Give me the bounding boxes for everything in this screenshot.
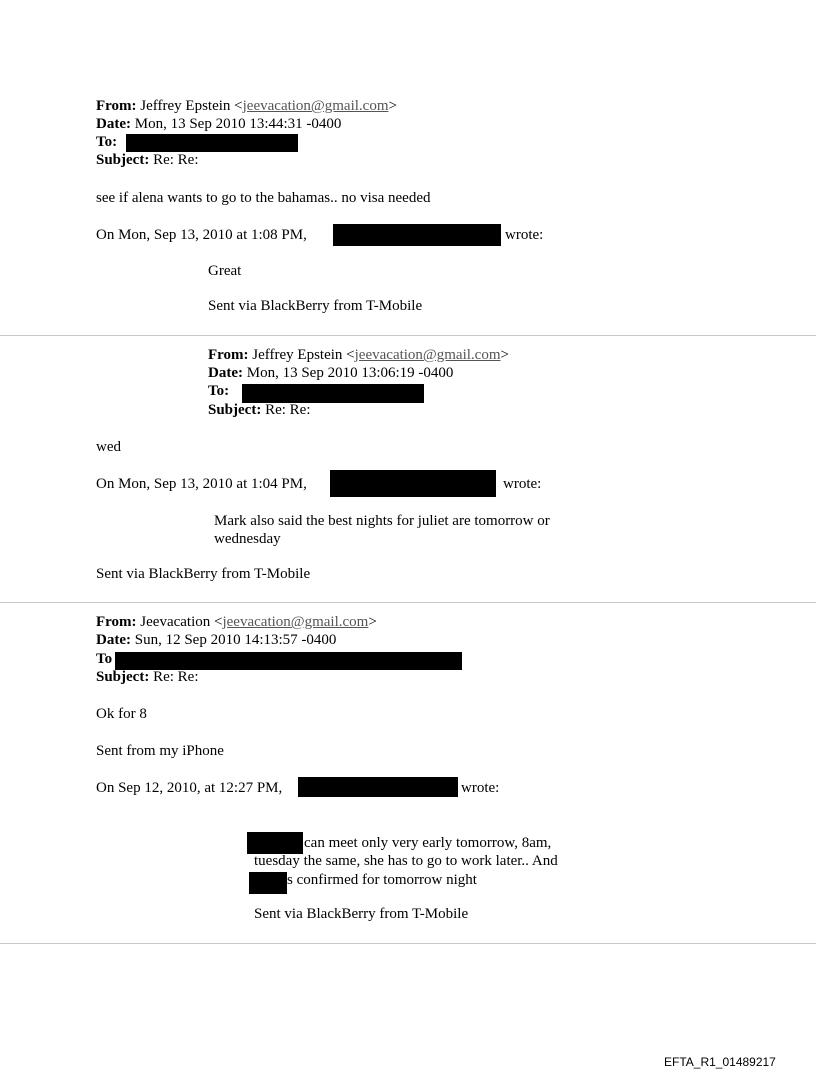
to-label: To: — [96, 134, 118, 150]
redaction-bar — [333, 224, 501, 246]
angle-close: > — [368, 614, 377, 630]
email1-signature: Sent via BlackBerry from T-Mobile — [208, 298, 423, 314]
email1-body: see if alena wants to go to the bahamas.. no visa needed — [96, 190, 431, 206]
email2-date-line — [208, 364, 453, 382]
from-name: Jeffrey Epstein — [252, 347, 343, 363]
email1-quote-body: Great — [208, 263, 242, 279]
email3-quote-signature: Sent via BlackBerry from T-Mobile — [254, 906, 469, 922]
from-email-link[interactable]: jeevacation@gmail.com — [242, 98, 389, 114]
date-value: Sun, 12 Sep 2010 14:13:57 -0400 — [134, 632, 337, 648]
email3-from-line — [96, 613, 377, 631]
date-value: Mon, 13 Sep 2010 13:06:19 -0400 — [246, 365, 454, 381]
subject-value: Re: Re: — [265, 402, 311, 418]
email1-from-line — [96, 97, 397, 115]
email1-to-line — [96, 133, 117, 151]
from-email-link[interactable]: jeevacation@gmail.com — [354, 347, 501, 363]
from-label: From: — [208, 347, 249, 363]
email3-quote-line3: s confirmed for tomorrow night — [287, 872, 477, 888]
subject-label: Subject: — [208, 402, 262, 418]
angle-close: > — [388, 98, 397, 114]
email3-quote-intro: On Sep 12, 2010, at 12:27 PM, — [96, 780, 283, 796]
to-label: To: — [208, 383, 230, 399]
email2-body: wed — [96, 439, 121, 455]
from-label: From: — [96, 98, 137, 114]
email2-from-line — [208, 346, 509, 364]
email2-subject-line — [208, 401, 311, 419]
divider — [0, 602, 816, 603]
email2-quote-line2: wednesday — [214, 531, 281, 547]
email3-quote-line2: tuesday the same, she has to go to work later.. And — [254, 853, 558, 869]
date-value: Mon, 13 Sep 2010 13:44:31 -0400 — [134, 116, 342, 132]
email3-subject-line — [96, 668, 199, 686]
email1-subject-line — [96, 151, 199, 169]
subject-value: Re: Re: — [153, 669, 199, 685]
angle-open: < — [346, 347, 355, 363]
from-name: Jeffrey Epstein — [140, 98, 231, 114]
date-label: Date: — [208, 365, 243, 381]
divider — [0, 943, 816, 944]
email3-body: Ok for 8 — [96, 706, 147, 722]
from-email-link[interactable]: jeevacation@gmail.com — [222, 614, 369, 630]
redaction-bar — [330, 470, 496, 497]
divider — [0, 335, 816, 336]
subject-value: Re: Re: — [153, 152, 199, 168]
email3-wrote: wrote: — [461, 780, 500, 796]
redaction-bar — [249, 872, 287, 894]
email2-quote-line1: Mark also said the best nights for juliet are tomorrow or — [214, 513, 550, 529]
email1-date-line — [96, 115, 341, 133]
angle-open: < — [214, 614, 223, 630]
date-label: Date: — [96, 116, 131, 132]
subject-label: Subject: — [96, 152, 150, 168]
redaction-bar — [126, 134, 298, 152]
email3-signature: Sent from my iPhone — [96, 743, 224, 759]
email1-quote-intro: On Mon, Sep 13, 2010 at 1:08 PM, — [96, 227, 307, 243]
email1-wrote: wrote: — [505, 227, 544, 243]
email2-to-line — [208, 382, 229, 400]
email3-quote-line1: can meet only very early tomorrow, 8am, — [304, 835, 552, 851]
redaction-bar — [247, 832, 303, 854]
subject-label: Subject: — [96, 669, 150, 685]
to-label: To — [96, 651, 113, 667]
from-name: Jeevacation — [140, 614, 211, 630]
from-label: From: — [96, 614, 137, 630]
email2-wrote: wrote: — [503, 476, 542, 492]
redaction-bar — [298, 777, 458, 797]
email2-quote-intro: On Mon, Sep 13, 2010 at 1:04 PM, — [96, 476, 307, 492]
angle-open: < — [234, 98, 243, 114]
email3-to-line — [96, 650, 112, 668]
date-label: Date: — [96, 632, 131, 648]
document-id: EFTA_R1_01489217 — [664, 1055, 776, 1069]
email2-signature: Sent via BlackBerry from T-Mobile — [96, 566, 311, 582]
email3-date-line — [96, 631, 336, 649]
angle-close: > — [500, 347, 509, 363]
